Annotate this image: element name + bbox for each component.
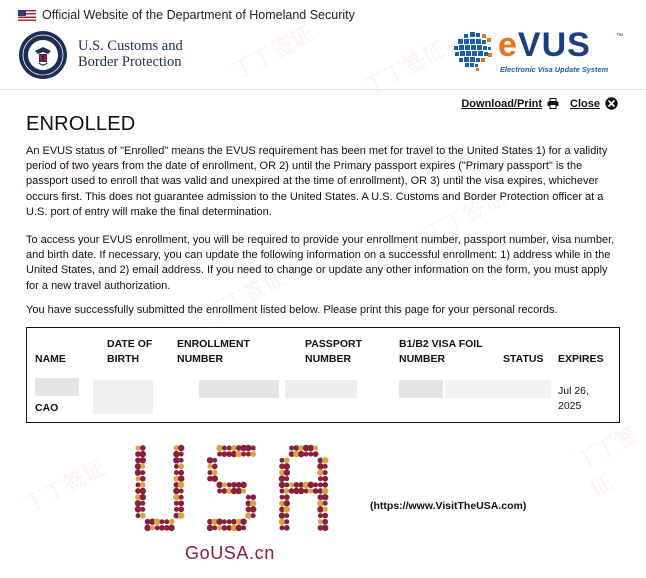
page-title: ENROLLED (26, 113, 136, 135)
col-header-passport (305, 337, 362, 367)
visit-the-usa-link[interactable]: (https://www.VisitTheUSA.com) (370, 500, 527, 512)
cbp-seal-icon[interactable] (18, 30, 68, 80)
col-header-dob-line1: DATE OF (107, 338, 153, 350)
evus-wordmark-e: e (498, 26, 518, 64)
evus-wordmark-rest: VUS (517, 26, 591, 64)
watermark: 丁丁签证 (227, 20, 318, 85)
watermark: 丁丁签证 (359, 36, 450, 101)
evus-globe-icon (450, 30, 496, 74)
gov-banner-text: Official Website of the Department of Homeland Security (42, 8, 355, 22)
cell-name: CAO (35, 402, 59, 414)
col-header-visa-foil-line1: B1/B2 VISA FOIL (399, 338, 483, 350)
col-header-enrollment-line1: ENROLLMENT (177, 338, 250, 350)
watermark: 丁丁签证 (199, 264, 290, 329)
col-header-enrollment (177, 337, 250, 367)
evus-tagline: Electronic Visa Update System (500, 65, 609, 74)
page-toolbar (461, 97, 618, 110)
col-header-enrollment-line2: NUMBER (177, 353, 224, 365)
cell-expires-line2: 2025 (558, 400, 582, 412)
redacted-passport-number (285, 380, 357, 398)
print-icon[interactable] (547, 98, 559, 109)
evus-wordmark (498, 26, 591, 65)
col-header-expires: EXPIRES (558, 353, 604, 365)
redacted-enrollment-number (199, 380, 279, 398)
evus-logo[interactable] (450, 26, 630, 74)
col-header-name: NAME (35, 353, 66, 365)
col-header-passport-line2: NUMBER (305, 353, 352, 365)
submission-confirmation: You have successfully submitted the enrollment listed below. Please print this page for your personal records. (26, 304, 558, 316)
usa-dot-logo[interactable] (132, 442, 356, 546)
close-icon[interactable] (605, 97, 618, 110)
access-instructions: To access your EVUS enrollment, you will be required to provide your enrollment number, passport number, visa number, and birth date. If necessary, you can update the following information on a successful enrollment: 1) address while in the United States, and 2) email address. If you need to change or update any other information on the form, you must apply for a new travel authorization. (26, 234, 615, 292)
cbp-name-line2: Border Protection (78, 54, 182, 70)
cell-expires (558, 384, 589, 414)
cbp-name-line1: U.S. Customs and (78, 38, 183, 54)
col-header-visa-foil-line2: NUMBER (399, 353, 446, 365)
redacted-visa-number (399, 380, 443, 398)
redacted-status (445, 380, 551, 398)
evus-trademark: ™ (616, 33, 623, 40)
gousa-label: GoUSA.cn (185, 543, 275, 563)
col-header-passport-line1: PASSPORT (305, 338, 362, 350)
site-header (0, 28, 646, 90)
col-header-status: STATUS (503, 353, 544, 365)
enrollment-table (26, 327, 620, 423)
status-explanation: An EVUS status of "Enrolled" means the EVUS requirement has been met for travel to the United States 1) for a validity period of two years from the date of enrollment, OR 2) until the Primary passport expires ("Primary passport" is the passport used to enroll that was valid and unexpired at the time of enrollment), OR 3) until the visa expires, whichever occurs first. This does not guarantee admission to the United States. A U.S. Customs and Border Protection officer at a U.S. port of entry will make the final determination. (26, 145, 608, 218)
cbp-agency-name (78, 38, 183, 70)
col-header-visa-foil (399, 337, 483, 367)
col-header-dob (107, 337, 152, 367)
cell-expires-line1: Jul 26, (558, 385, 589, 397)
watermark: 丁丁签证 (571, 421, 642, 503)
download-print-link[interactable]: Download/Print (461, 97, 543, 110)
col-header-dob-line2: BIRTH (107, 353, 140, 365)
watermark: 丁丁签证 (19, 454, 110, 519)
close-link[interactable]: Close (570, 97, 600, 110)
us-flag-icon (18, 10, 36, 21)
watermark: 丁丁签证 (419, 184, 510, 249)
redacted-name (35, 378, 79, 396)
redacted-dob (93, 380, 153, 414)
watermark: 丁丁签证 (19, 144, 110, 209)
